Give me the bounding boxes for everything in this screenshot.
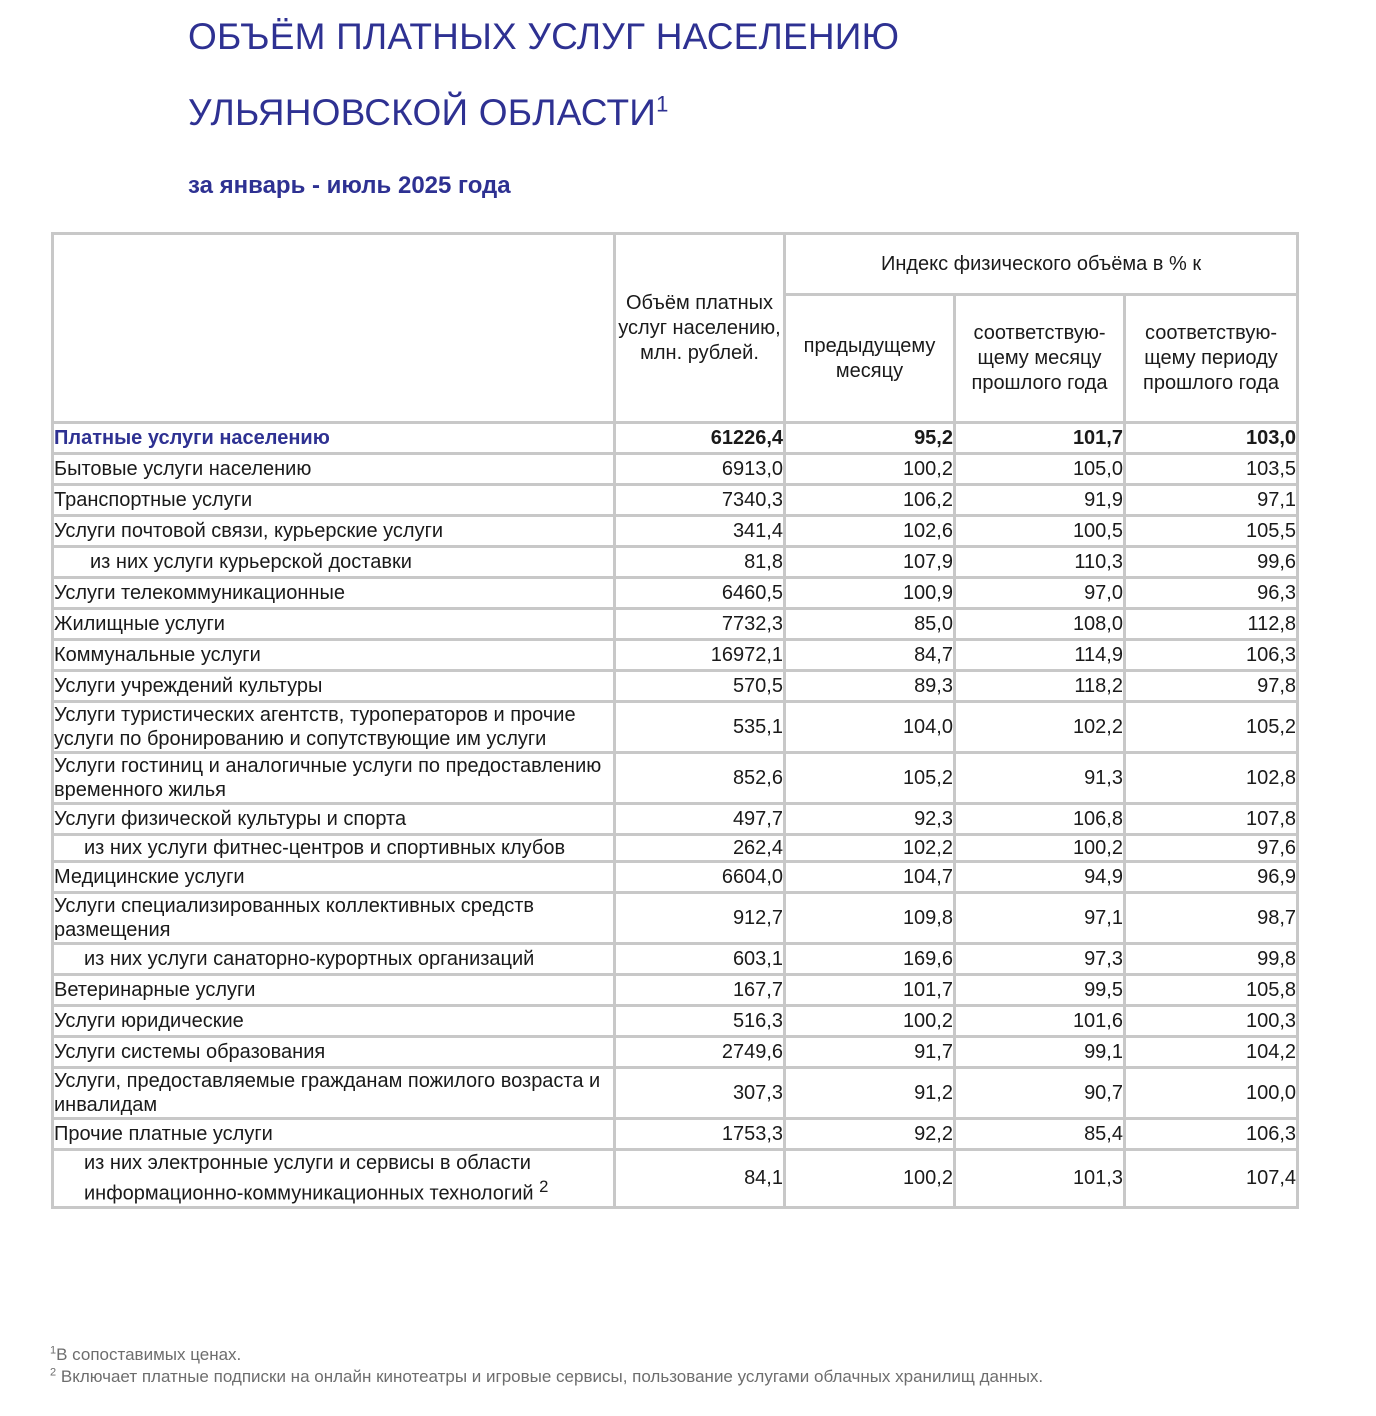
table-row — [53, 1006, 1298, 1037]
row-volume: 341,4 — [615, 516, 785, 547]
row-same-period: 100,3 — [1125, 1006, 1298, 1037]
row-same-period: 107,4 — [1125, 1150, 1298, 1208]
row-name: Услуги телекоммуникационные — [53, 578, 615, 609]
row-name — [53, 835, 615, 862]
row-prev-month: 100,2 — [785, 1006, 955, 1037]
row-volume: 167,7 — [615, 975, 785, 1006]
page-title-line2 — [188, 92, 669, 134]
table-row — [53, 671, 1298, 702]
row-volume: 603,1 — [615, 944, 785, 975]
table-row — [53, 893, 1298, 944]
row-same-month: 97,0 — [955, 578, 1125, 609]
row-prev-month: 106,2 — [785, 485, 955, 516]
row-name: Ветеринарные услуги — [53, 975, 615, 1006]
row-volume: 61226,4 — [615, 423, 785, 454]
row-name: Услуги специализированных коллективных средств размещения — [53, 893, 615, 944]
row-prev-month: 92,3 — [785, 804, 955, 835]
table-row — [53, 862, 1298, 893]
footnote-mark: 2 — [50, 1366, 57, 1379]
row-same-period: 96,3 — [1125, 578, 1298, 609]
row-same-month: 114,9 — [955, 640, 1125, 671]
footnote-mark: 1 — [50, 1344, 57, 1357]
row-volume: 912,7 — [615, 893, 785, 944]
row-name: Услуги, предоставляемые гражданам пожилого возраста и инвалидам — [53, 1068, 615, 1119]
row-name — [53, 1150, 615, 1208]
row-name: Бытовые услуги населению — [53, 454, 615, 485]
row-prev-month: 84,7 — [785, 640, 955, 671]
row-same-period: 97,8 — [1125, 671, 1298, 702]
row-same-month: 99,1 — [955, 1037, 1125, 1068]
row-same-period: 103,5 — [1125, 454, 1298, 485]
row-same-month: 99,5 — [955, 975, 1125, 1006]
table-row — [53, 702, 1298, 753]
header-volume: Объём платных услуг населению, млн. рублей. — [615, 234, 785, 423]
row-same-period: 112,8 — [1125, 609, 1298, 640]
row-prev-month: 100,9 — [785, 578, 955, 609]
row-footnote-mark: 2 — [539, 1177, 549, 1196]
row-name: из них услуги курьерской доставки — [53, 547, 615, 578]
row-prev-month: 91,2 — [785, 1068, 955, 1119]
row-name: Услуги почтовой связи, курьерские услуги — [53, 516, 615, 547]
footnote-2 — [50, 1366, 1043, 1388]
row-name: Коммунальные услуги — [53, 640, 615, 671]
row-same-period: 96,9 — [1125, 862, 1298, 893]
table-row — [53, 975, 1298, 1006]
header-prev-month: предыдущему месяцу — [785, 295, 955, 423]
row-same-period: 107,8 — [1125, 804, 1298, 835]
table-row — [53, 485, 1298, 516]
table-row — [53, 804, 1298, 835]
row-prev-month: 100,2 — [785, 1150, 955, 1208]
row-volume: 2749,6 — [615, 1037, 785, 1068]
table-row — [53, 516, 1298, 547]
row-same-month: 94,9 — [955, 862, 1125, 893]
row-prev-month: 100,2 — [785, 454, 955, 485]
row-same-month: 97,1 — [955, 893, 1125, 944]
row-same-month: 85,4 — [955, 1119, 1125, 1150]
row-volume: 81,8 — [615, 547, 785, 578]
row-volume: 7340,3 — [615, 485, 785, 516]
row-name: Жилищные услуги — [53, 609, 615, 640]
row-volume: 262,4 — [615, 835, 785, 862]
table-row — [53, 1037, 1298, 1068]
table-row — [53, 578, 1298, 609]
row-name: Платные услуги населению — [53, 423, 615, 454]
row-prev-month: 169,6 — [785, 944, 955, 975]
row-volume: 7732,3 — [615, 609, 785, 640]
header-same-period: соответствую-щему периоду прошлого года — [1125, 295, 1298, 423]
row-name: Услуги физической культуры и спорта — [53, 804, 615, 835]
row-prev-month: 102,2 — [785, 835, 955, 862]
row-same-period: 104,2 — [1125, 1037, 1298, 1068]
row-same-month: 100,2 — [955, 835, 1125, 862]
row-name-text: из них электронные услуги и сервисы в области информационно-коммуникационных технологий — [84, 1152, 534, 1205]
row-volume: 570,5 — [615, 671, 785, 702]
table-row-total — [53, 423, 1298, 454]
row-same-month: 91,9 — [955, 485, 1125, 516]
row-same-period: 106,3 — [1125, 640, 1298, 671]
row-same-month: 101,3 — [955, 1150, 1125, 1208]
row-same-month: 97,3 — [955, 944, 1125, 975]
table-row-sub — [53, 1150, 1298, 1208]
row-prev-month: 85,0 — [785, 609, 955, 640]
row-same-period: 100,0 — [1125, 1068, 1298, 1119]
row-same-month: 100,5 — [955, 516, 1125, 547]
row-prev-month: 105,2 — [785, 753, 955, 804]
row-same-month: 110,3 — [955, 547, 1125, 578]
table-row — [53, 454, 1298, 485]
header-name-cell — [53, 234, 615, 423]
row-name: Транспортные услуги — [53, 485, 615, 516]
row-same-month: 102,2 — [955, 702, 1125, 753]
header-index-group: Индекс физического объёма в % к — [785, 234, 1298, 295]
row-same-period: 105,2 — [1125, 702, 1298, 753]
row-name: Прочие платные услуги — [53, 1119, 615, 1150]
row-same-month: 101,7 — [955, 423, 1125, 454]
row-same-period: 102,8 — [1125, 753, 1298, 804]
table-row — [53, 1068, 1298, 1119]
paid-services-table — [51, 232, 1299, 1209]
row-volume: 1753,3 — [615, 1119, 785, 1150]
row-same-month: 90,7 — [955, 1068, 1125, 1119]
row-prev-month: 109,8 — [785, 893, 955, 944]
row-name: Услуги гостиниц и аналогичные услуги по предоставлению временного жилья — [53, 753, 615, 804]
row-name: Медицинские услуги — [53, 862, 615, 893]
title-footnote-mark: 1 — [656, 91, 669, 117]
row-volume: 6913,0 — [615, 454, 785, 485]
table-row-sub — [53, 944, 1298, 975]
row-prev-month: 104,7 — [785, 862, 955, 893]
row-same-period: 99,6 — [1125, 547, 1298, 578]
row-same-month: 105,0 — [955, 454, 1125, 485]
row-prev-month: 104,0 — [785, 702, 955, 753]
row-same-month: 91,3 — [955, 753, 1125, 804]
page-title-line1 — [188, 16, 899, 58]
row-volume: 16972,1 — [615, 640, 785, 671]
row-name: Услуги системы образования — [53, 1037, 615, 1068]
row-volume: 6460,5 — [615, 578, 785, 609]
footnote-text: В сопоставимых ценах. — [56, 1345, 242, 1364]
row-volume: 852,6 — [615, 753, 785, 804]
row-prev-month: 102,6 — [785, 516, 955, 547]
header-same-month: соответствую-щему месяцу прошлого года — [955, 295, 1125, 423]
row-same-period: 105,8 — [1125, 975, 1298, 1006]
row-name: Услуги юридические — [53, 1006, 615, 1037]
table-row — [53, 609, 1298, 640]
row-same-period: 103,0 — [1125, 423, 1298, 454]
row-same-period: 97,6 — [1125, 835, 1298, 862]
row-volume: 535,1 — [615, 702, 785, 753]
row-same-month: 106,8 — [955, 804, 1125, 835]
row-prev-month: 89,3 — [785, 671, 955, 702]
page-subtitle: за январь - июль 2025 года — [188, 172, 511, 199]
row-same-period: 106,3 — [1125, 1119, 1298, 1150]
row-prev-month: 95,2 — [785, 423, 955, 454]
footnotes — [50, 1344, 1043, 1388]
row-prev-month: 107,9 — [785, 547, 955, 578]
row-volume: 307,3 — [615, 1068, 785, 1119]
row-name: Услуги туристических агентств, туроператоров и прочие услуги по бронированию и сопутствующие им услуги — [53, 702, 615, 753]
title-line2-text: УЛЬЯНОВСКОЙ ОБЛАСТИ — [188, 92, 657, 133]
row-prev-month: 101,7 — [785, 975, 955, 1006]
table-row-sub — [53, 835, 1298, 862]
row-volume: 497,7 — [615, 804, 785, 835]
row-same-period: 105,5 — [1125, 516, 1298, 547]
table-row — [53, 753, 1298, 804]
table-row — [53, 640, 1298, 671]
footnote-text: Включает платные подписки на онлайн кинотеатры и игровые сервисы, пользование услугами облачных хранилищ данных. — [60, 1367, 1044, 1386]
table-row — [53, 1119, 1298, 1150]
footnote-1 — [50, 1344, 1043, 1366]
row-same-period: 99,8 — [1125, 944, 1298, 975]
row-volume: 6604,0 — [615, 862, 785, 893]
title-line1-text: ОБЪЁМ ПЛАТНЫХ УСЛУГ НАСЕЛЕНИЮ — [188, 16, 900, 57]
row-name-text: из них услуги фитнес-центров и спортивных клубов — [84, 837, 566, 859]
table-row-sub — [53, 547, 1298, 578]
row-same-period: 98,7 — [1125, 893, 1298, 944]
row-volume: 516,3 — [615, 1006, 785, 1037]
row-same-month: 108,0 — [955, 609, 1125, 640]
row-same-month: 101,6 — [955, 1006, 1125, 1037]
row-volume: 84,1 — [615, 1150, 785, 1208]
row-same-month: 118,2 — [955, 671, 1125, 702]
row-same-period: 97,1 — [1125, 485, 1298, 516]
row-prev-month: 91,7 — [785, 1037, 955, 1068]
row-name: из них услуги санаторно-курортных организаций — [53, 944, 615, 975]
row-name: Услуги учреждений культуры — [53, 671, 615, 702]
row-prev-month: 92,2 — [785, 1119, 955, 1150]
